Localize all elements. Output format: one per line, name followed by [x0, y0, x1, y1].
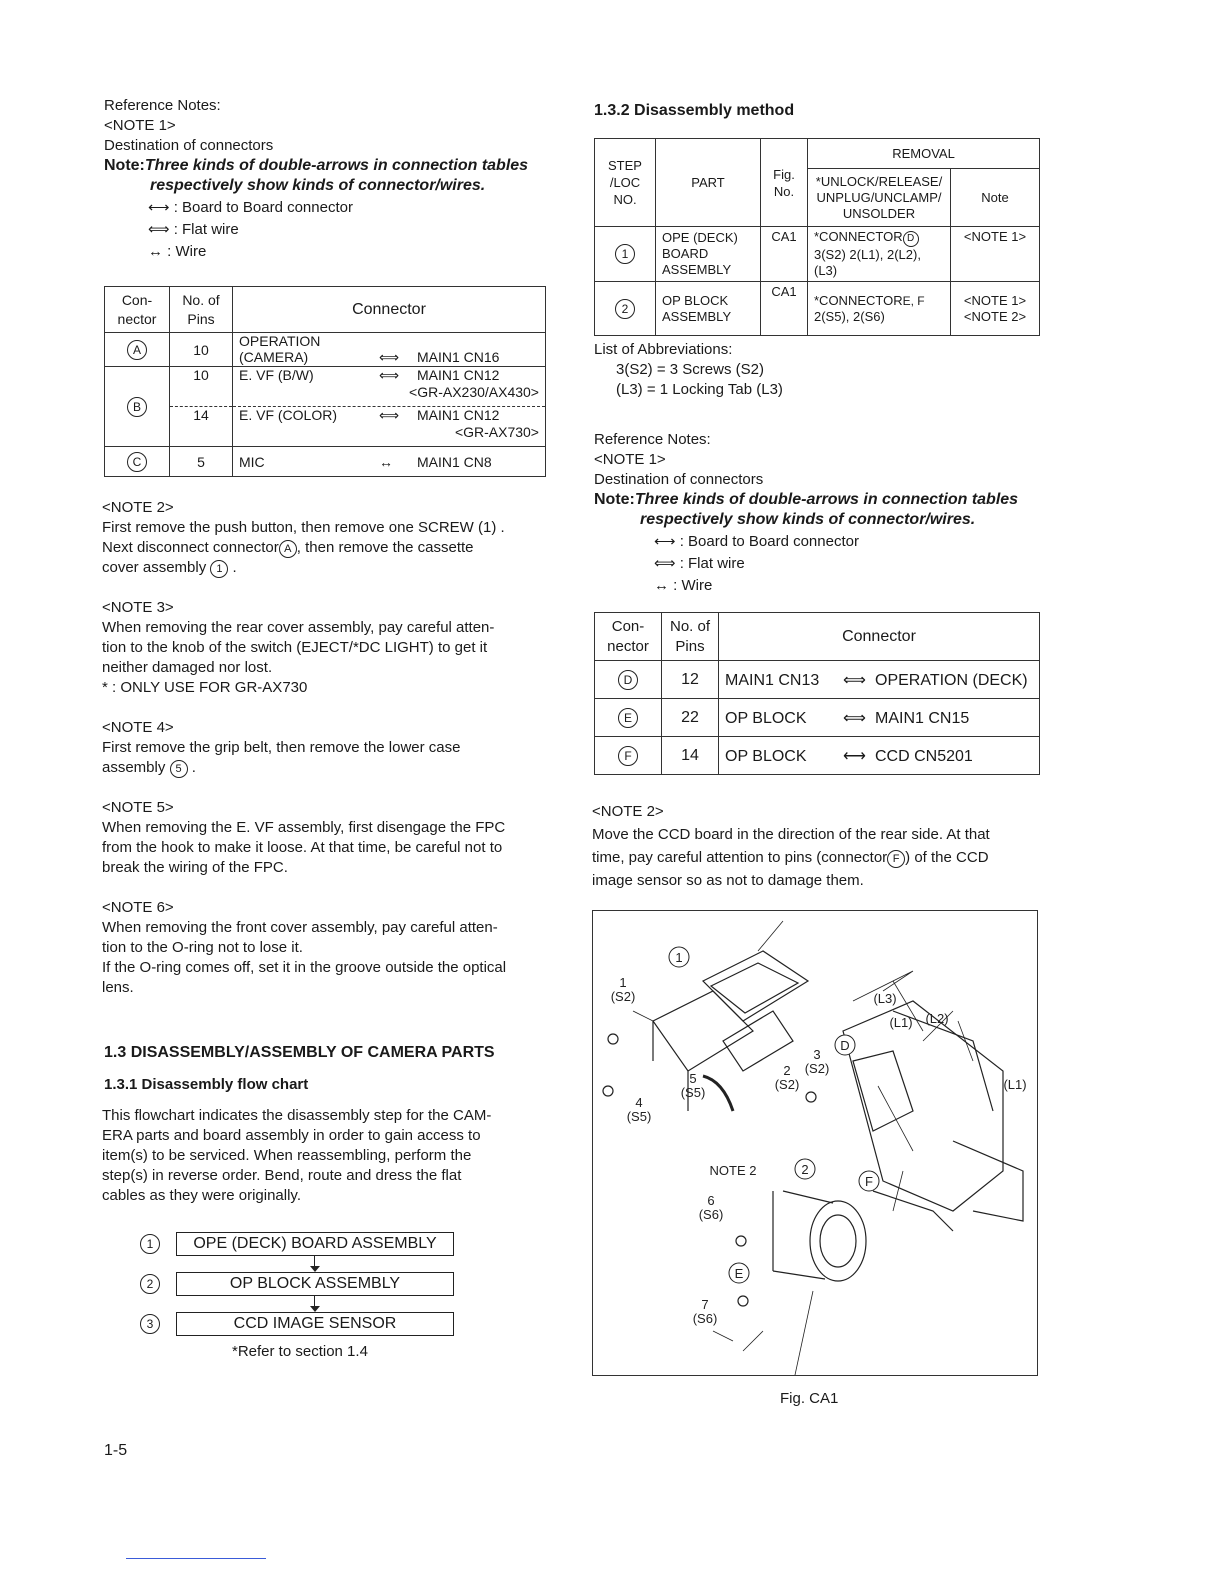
arrow: ⟺ — [379, 367, 400, 383]
h-note: Note — [951, 169, 1040, 227]
footer-line — [126, 1558, 266, 1559]
table-row — [105, 407, 546, 447]
flow-line: step(s) in reverse order. Bend, route and dress the flat — [102, 1167, 462, 1184]
note3-heading: <NOTE 3> — [102, 599, 174, 616]
section-131-title: 1.3.1 Disassembly flow chart — [104, 1076, 309, 1093]
figure-ca1 — [592, 910, 1038, 1376]
figure-caption: Fig. CA1 — [780, 1390, 839, 1407]
fig-label: 1 — [675, 950, 683, 965]
legend-text: : Flat wire — [679, 555, 745, 572]
flow-line: ERA parts and board assembly in order to gain access to — [102, 1127, 481, 1144]
fig-label: D — [840, 1038, 850, 1053]
legend-text: : Board to Board connector — [679, 533, 859, 550]
conn-cell — [719, 737, 1040, 775]
fig-label: 4 (S5) — [626, 1095, 652, 1124]
from: E. VF (COLOR) — [239, 407, 338, 423]
h-connector: Connector — [719, 613, 1040, 661]
flow-step-number: 2 — [140, 1274, 160, 1294]
removal-table — [594, 138, 1040, 336]
arrow: ⟺ — [379, 349, 400, 365]
note6-heading: <NOTE 6> — [102, 899, 174, 916]
fig-label: 7 (S6) — [692, 1297, 718, 1326]
from: OP BLOCK — [725, 709, 807, 727]
to: MAIN1 CN8 — [417, 453, 492, 470]
table-row — [105, 367, 546, 407]
flow-step — [140, 1272, 460, 1296]
from: E. VF (B/W) — [239, 367, 314, 383]
table-header — [595, 613, 1040, 661]
note4-line: assembly 5 . — [102, 759, 196, 776]
flow-arrow — [140, 1256, 460, 1272]
circled-d: D — [903, 231, 919, 247]
legend-text: : Wire — [167, 243, 207, 260]
exploded-diagram — [593, 911, 1037, 1375]
part-cell: OPE (DECK) BOARD ASSEMBLY — [656, 227, 761, 282]
legend-arrow: ⟺ — [148, 221, 170, 238]
fig-label: E — [734, 1266, 744, 1281]
conn-e-label: E — [618, 708, 638, 728]
legend-arrow: ⟷ — [148, 199, 170, 216]
from: MAIN1 CN13 — [725, 671, 820, 689]
right-reference-notes — [594, 430, 1044, 596]
conn-cell — [233, 407, 546, 447]
conn-f-label: F — [618, 746, 638, 766]
fig-label: 1 (S2) — [610, 975, 636, 1004]
screw-s2 — [608, 1034, 618, 1044]
table-header — [595, 139, 1040, 169]
pins-cell: 14 — [662, 737, 719, 775]
part-cell: OP BLOCK ASSEMBLY — [656, 282, 761, 336]
legend-row — [654, 554, 1044, 574]
circled-1: 1 — [210, 560, 228, 578]
legend — [594, 532, 1044, 596]
note2-line — [592, 846, 1042, 869]
legend-row — [148, 220, 554, 240]
screw-s6 — [738, 1296, 748, 1306]
flow-line: cables as they were originally. — [102, 1187, 301, 1204]
note-line — [594, 490, 1044, 510]
table-row — [595, 699, 1040, 737]
sub: <GR-AX730> — [454, 424, 539, 440]
t: ) of the CCD — [905, 849, 989, 866]
right-connector-table — [594, 612, 1040, 775]
table-row — [105, 333, 546, 367]
section-132-title: 1.3.2 Disassembly method — [594, 102, 795, 119]
table-row — [595, 227, 1040, 282]
left-notes — [102, 498, 548, 998]
sub: <GR-AX230/AX430> — [409, 384, 539, 400]
note4-heading: <NOTE 4> — [102, 719, 174, 736]
circled-f: F — [887, 850, 905, 868]
page-number: 1-5 — [104, 1442, 128, 1459]
from: OPERATION (CAMERA) — [239, 333, 321, 365]
flex-cable — [873, 1191, 953, 1231]
conn-d-label: D — [618, 670, 638, 690]
flow-line: item(s) to be serviced. When reassembling, perform the — [102, 1147, 472, 1164]
to: CCD CN5201 — [875, 747, 973, 765]
note6-line: When removing the front cover assembly, pay careful atten- — [102, 919, 498, 936]
legend-row — [148, 242, 554, 262]
flowchart — [140, 1232, 460, 1362]
conn-cell — [233, 333, 546, 367]
dest-text: Destination of connectors — [594, 471, 764, 488]
abbr-line: 3(S2) = 3 Screws (S2) — [616, 361, 764, 378]
conn-c-label: C — [127, 452, 147, 472]
legend-row — [148, 198, 554, 218]
h-fig: Fig. No. — [761, 139, 808, 227]
conn-a-label: A — [127, 340, 147, 360]
t: assembly — [102, 759, 166, 776]
note3-line: * : ONLY USE FOR GR-AX730 — [102, 679, 308, 696]
conn-cell — [233, 367, 546, 407]
step-number: 1 — [615, 244, 635, 264]
note5-line: When removing the E. VF assembly, first disengage the FPC — [102, 819, 506, 836]
legend-arrow: ↔ — [654, 577, 669, 594]
pins-cell: 12 — [662, 661, 719, 699]
note4-line: First remove the grip belt, then remove the lower case — [102, 739, 461, 756]
legend-text: : Board to Board connector — [173, 199, 353, 216]
t: , then remove the cassette — [296, 539, 474, 556]
flow-step-number: 3 — [140, 1314, 160, 1334]
table-row — [595, 661, 1040, 699]
h-connector: Connector — [233, 287, 546, 333]
t: cover assembly — [102, 559, 207, 576]
to: MAIN1 CN15 — [875, 709, 970, 727]
flow-box: CCD IMAGE SENSOR — [176, 1312, 454, 1336]
note-text: Three kinds of double-arrows in connection tables — [634, 491, 1019, 508]
fig-label: 2 — [801, 1162, 809, 1177]
arrow: ↔ — [379, 453, 393, 470]
note2-line — [102, 538, 548, 558]
pins-cell: 5 — [170, 447, 233, 477]
flow-line: This flowchart indicates the disassembly step for the CAM- — [102, 1107, 492, 1124]
note1-heading: <NOTE 1> — [104, 117, 176, 134]
to: MAIN1 CN12 — [417, 367, 500, 383]
note5-line: break the wiring of the FPC. — [102, 859, 288, 876]
dest-text: Destination of connectors — [104, 137, 274, 154]
t: Next disconnect connector — [102, 539, 279, 556]
legend-row — [654, 576, 1044, 596]
t: 3(S2) 2(L1), 2(L2), (L3) — [814, 247, 921, 278]
right-note2 — [592, 800, 1042, 892]
h-pins: No. of Pins — [170, 287, 233, 333]
pins-cell: 10 — [170, 367, 233, 407]
legend-arrow: ⟷ — [654, 533, 676, 550]
ref-title: Reference Notes: — [104, 97, 221, 114]
removal-cell — [808, 282, 951, 336]
h-unlock: *UNLOCK/RELEASE/ UNPLUG/UNCLAMP/ UNSOLDER — [808, 169, 951, 227]
note-label: Note: — [594, 491, 635, 508]
note2-heading: <NOTE 2> — [592, 803, 664, 820]
note2-line: image sensor so as not to damage them. — [592, 872, 864, 889]
abbr-heading: List of Abbreviations: — [594, 341, 733, 358]
removal-cell — [808, 227, 951, 282]
left-connector-table — [104, 286, 546, 477]
flow-step — [140, 1232, 460, 1256]
fig-cell: CA1 — [761, 282, 808, 336]
conn-cell — [233, 447, 546, 477]
note3-line: tion to the knob of the switch (EJECT/*DC LIGHT) to get it — [102, 639, 488, 656]
t: *CONNECTOR — [814, 229, 903, 244]
flow-box: OP BLOCK ASSEMBLY — [176, 1272, 454, 1296]
table-header — [105, 287, 546, 333]
table-row — [595, 282, 1040, 336]
arrow: ⟺ — [843, 709, 866, 727]
screw-s6 — [736, 1236, 746, 1246]
fig-label: (L1) — [889, 1015, 913, 1030]
table-row — [105, 447, 546, 477]
arrow: ⟷ — [843, 747, 866, 765]
pins-cell: 14 — [170, 407, 233, 447]
legend-text: : Flat wire — [173, 221, 239, 238]
note-label: Note: — [104, 157, 145, 174]
note1-heading: <NOTE 1> — [594, 451, 666, 468]
h-conn: Con- nector — [105, 287, 170, 333]
fig-label: 3 (S2) — [804, 1047, 830, 1076]
note2-line: Move the CCD board in the direction of the rear side. At that — [592, 826, 990, 843]
fig-label: (L2) — [925, 1011, 949, 1026]
note5-heading: <NOTE 5> — [102, 799, 174, 816]
legend — [104, 198, 554, 262]
note6-line: tion to the O-ring not to lose it. — [102, 939, 303, 956]
bracket — [653, 991, 753, 1071]
legend-text: : Wire — [673, 577, 713, 594]
legend-row — [654, 532, 1044, 552]
conn-cell — [719, 661, 1040, 699]
note-text-2: respectively show kinds of connector/wires. — [150, 177, 486, 194]
note-line — [104, 156, 554, 176]
lens — [810, 1201, 866, 1281]
abbreviations — [594, 340, 1040, 400]
ref-title: Reference Notes: — [594, 431, 711, 448]
note6-line: lens. — [102, 979, 134, 996]
fig-label: 6 (S6) — [698, 1193, 724, 1222]
conn-b-label: B — [127, 397, 147, 417]
from: OP BLOCK — [725, 747, 807, 765]
note3-line: neither damaged nor lost. — [102, 659, 273, 676]
h-conn: Con- nector — [595, 613, 662, 661]
arrow: ⟺ — [843, 671, 866, 689]
note5-line: from the hook to make it loose. At that time, be careful not to — [102, 839, 503, 856]
step-number: 2 — [615, 299, 635, 319]
fig-label: (L3) — [873, 991, 897, 1006]
t: 2(S5), 2(S6) — [814, 308, 885, 324]
arrow: ⟺ — [379, 407, 400, 423]
flow-ref: *Refer to section 1.4 — [232, 1343, 368, 1360]
fig-label: 2 (S2) — [774, 1063, 800, 1092]
from: MIC — [239, 453, 265, 470]
h-step: STEP /LOC NO. — [595, 139, 656, 227]
note6-line: If the O-ring comes off, set it in the groove outside the optical — [102, 959, 507, 976]
note2-line: First remove the push button, then remove one SCREW (1) . — [102, 519, 505, 536]
note-text-2: respectively show kinds of connector/wires. — [640, 511, 976, 528]
legend-arrow: ⟺ — [654, 555, 676, 572]
h-removal: REMOVAL — [808, 139, 1040, 169]
t: *CONNECTOR — [814, 292, 903, 308]
circled-a: A — [279, 540, 297, 558]
note3-line: When removing the rear cover assembly, pay careful atten- — [102, 619, 495, 636]
note-cell: <NOTE 1> — [951, 227, 1040, 282]
note-cell: <NOTE 1> <NOTE 2> — [951, 282, 1040, 336]
h-part: PART — [656, 139, 761, 227]
flow-step-number: 1 — [140, 1234, 160, 1254]
pins-cell: 22 — [662, 699, 719, 737]
fig-cell: CA1 — [761, 227, 808, 282]
to: MAIN1 CN12 — [417, 407, 500, 423]
table-row — [595, 737, 1040, 775]
legend-arrow: ↔ — [148, 243, 163, 260]
flow-step — [140, 1312, 460, 1336]
screw-s5 — [806, 1092, 816, 1102]
circled-ef: E, F — [902, 293, 925, 308]
to: OPERATION (DECK) — [875, 671, 1028, 689]
circled-5: 5 — [170, 760, 188, 778]
fig-label: F — [865, 1174, 873, 1189]
flow-arrow — [140, 1296, 460, 1312]
screw-s2 — [603, 1086, 613, 1096]
pins-cell: 10 — [170, 333, 233, 367]
fig-label: (L1) — [1003, 1077, 1027, 1092]
note2-line: cover assembly 1 . — [102, 559, 237, 576]
fig-label: 5 (S5) — [680, 1071, 706, 1100]
flow-box: OPE (DECK) BOARD ASSEMBLY — [176, 1232, 454, 1256]
left-reference-notes — [104, 96, 554, 262]
t: time, pay careful attention to pins (connector — [592, 849, 888, 866]
to: MAIN1 CN16 — [417, 349, 500, 365]
fig-label: NOTE 2 — [709, 1163, 757, 1178]
conn-cell — [719, 699, 1040, 737]
note-text: Three kinds of double-arrows in connection tables — [144, 157, 529, 174]
note2-heading: <NOTE 2> — [102, 499, 174, 516]
flow-paragraph — [102, 1106, 548, 1206]
abbr-line: (L3) = 1 Locking Tab (L3) — [616, 381, 783, 398]
section-13-title: 1.3 DISASSEMBLY/ASSEMBLY OF CAMERA PARTS — [104, 1044, 495, 1061]
h-pins: No. of Pins — [662, 613, 719, 661]
